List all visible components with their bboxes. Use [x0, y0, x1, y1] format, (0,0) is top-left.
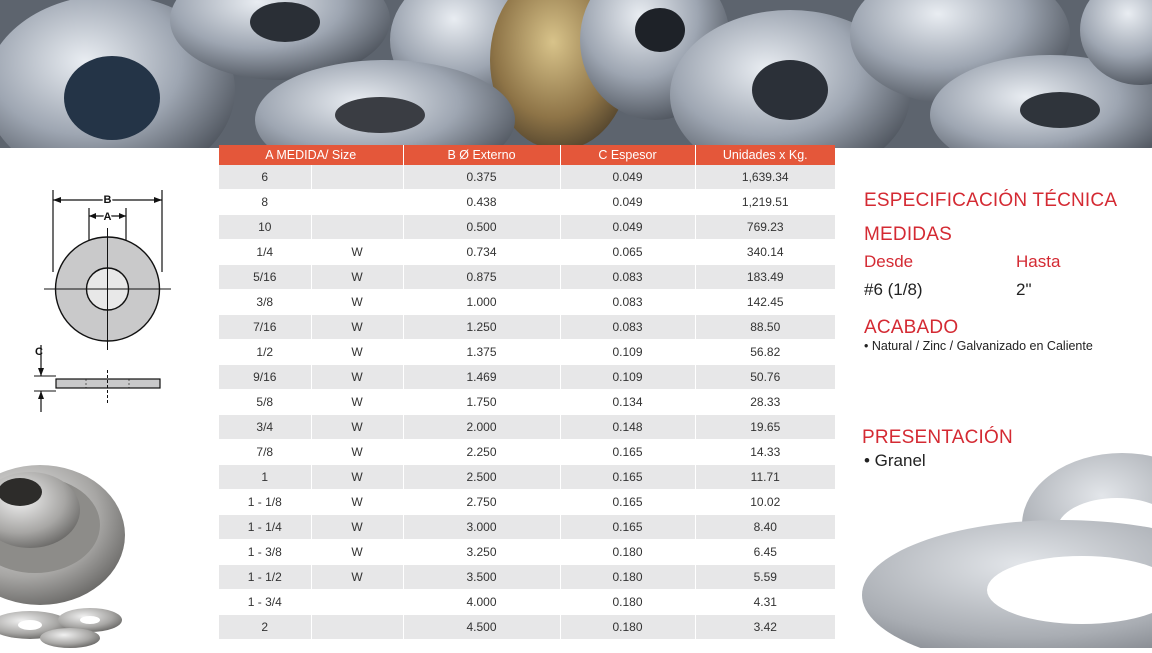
units-per-kg-cell: 11.71: [695, 465, 835, 490]
table-row: [219, 315, 835, 340]
type-cell: W: [311, 290, 403, 315]
header-thickness: C Espesor: [560, 145, 695, 165]
table-row: [219, 365, 835, 390]
presentation-text: • Granel: [864, 451, 926, 470]
outer-diameter-cell: 0.500: [403, 215, 560, 240]
measures-heading: MEDIDAS: [864, 224, 952, 245]
diagram-label-b: B: [103, 194, 112, 206]
thickness-cell: 0.049: [560, 215, 695, 240]
outer-diameter-cell: 3.250: [403, 540, 560, 565]
type-cell: [311, 215, 403, 240]
size-cell: 1/4: [219, 240, 311, 265]
outer-diameter-cell: 0.438: [403, 190, 560, 215]
type-cell: [311, 615, 403, 640]
outer-diameter-cell: 1.000: [403, 290, 560, 315]
size-cell: 8: [219, 190, 311, 215]
diagram-label-c: C: [35, 346, 43, 358]
outer-diameter-cell: 0.875: [403, 265, 560, 290]
spec-title: ESPECIFICACIÓN TÉCNICA: [864, 190, 1118, 211]
units-per-kg-cell: 4.31: [695, 590, 835, 615]
thickness-cell: 0.180: [560, 565, 695, 590]
table-row: [219, 290, 835, 315]
size-cell: 7/8: [219, 440, 311, 465]
outer-diameter-cell: 2.500: [403, 465, 560, 490]
table-body: [219, 165, 835, 640]
size-cell: 5/8: [219, 390, 311, 415]
outer-diameter-cell: 0.375: [403, 165, 560, 190]
outer-diameter-cell: 3.500: [403, 565, 560, 590]
type-cell: W: [311, 240, 403, 265]
size-cell: 9/16: [219, 365, 311, 390]
type-cell: W: [311, 490, 403, 515]
table-row: [219, 240, 835, 265]
units-per-kg-cell: 142.45: [695, 290, 835, 315]
units-per-kg-cell: 28.33: [695, 390, 835, 415]
thickness-cell: 0.165: [560, 440, 695, 465]
type-cell: W: [311, 565, 403, 590]
thickness-cell: 0.165: [560, 490, 695, 515]
units-per-kg-cell: 6.45: [695, 540, 835, 565]
header-outer-diameter: B Ø Externo: [403, 145, 560, 165]
type-cell: W: [311, 340, 403, 365]
presentation-heading: PRESENTACIÓN: [862, 427, 1013, 448]
finish-heading: ACABADO: [864, 317, 959, 338]
table-row: [219, 515, 835, 540]
outer-diameter-cell: 0.734: [403, 240, 560, 265]
size-cell: 1 - 3/4: [219, 590, 311, 615]
table-header-row: [219, 145, 835, 165]
from-value: #6 (1/8): [864, 280, 923, 299]
table-row: [219, 590, 835, 615]
thickness-cell: 0.165: [560, 515, 695, 540]
type-cell: W: [311, 515, 403, 540]
size-cell: 3/8: [219, 290, 311, 315]
outer-diameter-cell: 2.250: [403, 440, 560, 465]
table-row: [219, 190, 835, 215]
thickness-cell: 0.083: [560, 315, 695, 340]
diagram-label-a: A: [103, 211, 112, 223]
units-per-kg-cell: 50.76: [695, 365, 835, 390]
table-row: [219, 490, 835, 515]
outer-diameter-cell: 3.000: [403, 515, 560, 540]
size-cell: 1/2: [219, 340, 311, 365]
size-cell: 1: [219, 465, 311, 490]
type-cell: W: [311, 540, 403, 565]
specification-table: [219, 145, 835, 640]
table-row: [219, 615, 835, 640]
units-per-kg-cell: 3.42: [695, 615, 835, 640]
size-cell: 6: [219, 165, 311, 190]
type-cell: [311, 190, 403, 215]
washers-pair-photo: [852, 445, 1152, 653]
washer-dimension-diagram: [28, 180, 188, 425]
header-size: A MEDIDA/ Size: [219, 145, 403, 165]
units-per-kg-cell: 769.23: [695, 215, 835, 240]
units-per-kg-cell: 19.65: [695, 415, 835, 440]
size-cell: 1 - 1/4: [219, 515, 311, 540]
size-cell: 2: [219, 615, 311, 640]
type-cell: W: [311, 390, 403, 415]
units-per-kg-cell: 56.82: [695, 340, 835, 365]
units-per-kg-cell: 1,219.51: [695, 190, 835, 215]
table-row: [219, 440, 835, 465]
washers-stack-photo: [0, 440, 140, 653]
table-row: [219, 565, 835, 590]
thickness-cell: 0.109: [560, 340, 695, 365]
from-label: Desde: [864, 252, 914, 271]
table-row: [219, 265, 835, 290]
units-per-kg-cell: 8.40: [695, 515, 835, 540]
outer-diameter-cell: 4.000: [403, 590, 560, 615]
hero-washers-photo: [0, 0, 1152, 148]
thickness-cell: 0.134: [560, 390, 695, 415]
size-cell: 1 - 1/8: [219, 490, 311, 515]
thickness-cell: 0.180: [560, 540, 695, 565]
type-cell: W: [311, 415, 403, 440]
thickness-cell: 0.083: [560, 265, 695, 290]
size-cell: 1 - 1/2: [219, 565, 311, 590]
size-cell: 10: [219, 215, 311, 240]
to-value: 2": [1016, 280, 1032, 299]
thickness-cell: 0.109: [560, 365, 695, 390]
outer-diameter-cell: 2.000: [403, 415, 560, 440]
table-row: [219, 540, 835, 565]
outer-diameter-cell: 1.250: [403, 315, 560, 340]
units-per-kg-cell: 5.59: [695, 565, 835, 590]
table-row: [219, 390, 835, 415]
thickness-cell: 0.180: [560, 590, 695, 615]
units-per-kg-cell: 14.33: [695, 440, 835, 465]
table-row: [219, 165, 835, 190]
outer-diameter-cell: 1.469: [403, 365, 560, 390]
units-per-kg-cell: 10.02: [695, 490, 835, 515]
type-cell: W: [311, 440, 403, 465]
type-cell: [311, 590, 403, 615]
thickness-cell: 0.065: [560, 240, 695, 265]
units-per-kg-cell: 183.49: [695, 265, 835, 290]
units-per-kg-cell: 1,639.34: [695, 165, 835, 190]
table-row: [219, 415, 835, 440]
thickness-cell: 0.049: [560, 190, 695, 215]
table-row: [219, 215, 835, 240]
outer-diameter-cell: 2.750: [403, 490, 560, 515]
thickness-cell: 0.148: [560, 415, 695, 440]
size-cell: 1 - 3/8: [219, 540, 311, 565]
size-cell: 5/16: [219, 265, 311, 290]
outer-diameter-cell: 4.500: [403, 615, 560, 640]
thickness-cell: 0.165: [560, 465, 695, 490]
type-cell: W: [311, 465, 403, 490]
thickness-cell: 0.049: [560, 165, 695, 190]
table-row: [219, 465, 835, 490]
outer-diameter-cell: 1.750: [403, 390, 560, 415]
type-cell: W: [311, 365, 403, 390]
finish-text: • Natural / Zinc / Galvanizado en Caliente: [864, 339, 1093, 353]
type-cell: [311, 165, 403, 190]
size-cell: 3/4: [219, 415, 311, 440]
units-per-kg-cell: 88.50: [695, 315, 835, 340]
outer-diameter-cell: 1.375: [403, 340, 560, 365]
header-units-per-kg: Unidades x Kg.: [695, 145, 835, 165]
table-row: [219, 340, 835, 365]
type-cell: W: [311, 265, 403, 290]
size-cell: 7/16: [219, 315, 311, 340]
thickness-cell: 0.180: [560, 615, 695, 640]
units-per-kg-cell: 340.14: [695, 240, 835, 265]
type-cell: W: [311, 315, 403, 340]
to-label: Hasta: [1016, 252, 1061, 271]
thickness-cell: 0.083: [560, 290, 695, 315]
